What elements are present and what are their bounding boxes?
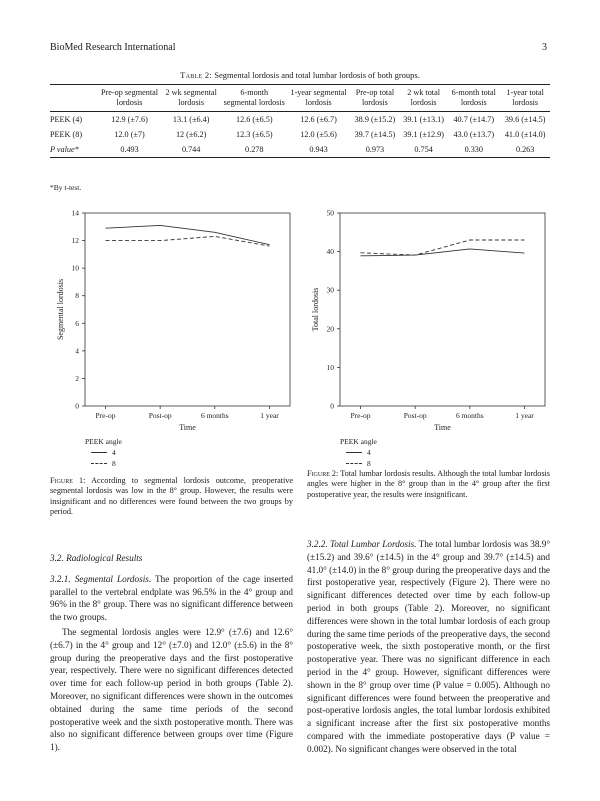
figure-1-caption-text: According to segmental lordosis outcome, preoperative segmental lordosis was low in the 8° group. However, the results were insignificant and no differences were found between the two groups by period.	[50, 476, 293, 517]
table-cell: 0.278	[245, 145, 264, 154]
x-tick-label: Pre-op	[95, 411, 116, 420]
figure-2-label: Figure 2:	[307, 469, 339, 478]
table-cell: 39.6 (±14.5)	[504, 115, 546, 124]
y-axis-label: Segmental lordosis	[56, 278, 65, 341]
left-text-column	[50, 552, 293, 756]
figure-1-chart	[50, 205, 300, 435]
y-tick-label: 12	[71, 236, 79, 246]
table-row	[50, 112, 550, 128]
y-tick-label: 4	[75, 346, 79, 356]
column-header: 2 wk total lordosis	[407, 88, 440, 107]
column-header: 1-year segmental lordosis	[290, 88, 347, 107]
column-header: 2 wk segmental lordosis	[165, 88, 217, 107]
paragraph	[50, 573, 293, 624]
page-number: 3	[542, 42, 547, 53]
table-cell: 13.1 (±6.4)	[172, 115, 210, 124]
table-cell: 12.0 (±5.6)	[300, 130, 337, 139]
table-cell: 38.9 (±15.2)	[354, 115, 396, 124]
running-head: BioMed Research International	[50, 42, 176, 53]
y-tick-label: 30	[326, 285, 334, 295]
x-tick-label: 1 year	[260, 411, 279, 420]
column-header	[50, 85, 98, 112]
legend-item-8	[340, 458, 377, 469]
y-tick-label: 0	[330, 401, 334, 411]
x-tick-label: Pre-op	[350, 411, 371, 420]
table-cell: 12.6 (±6.7)	[300, 115, 337, 124]
plot-frame	[340, 213, 545, 406]
table-cell: 0.744	[181, 145, 201, 154]
column-header: 1-year total lordosis	[506, 88, 544, 107]
paragraph	[307, 538, 550, 756]
table-caption-label: Table 2:	[180, 70, 213, 80]
y-tick-label: 14	[71, 208, 79, 218]
segmental-lordosis-line-chart	[50, 205, 300, 435]
column-header: Pre-op total lordosis	[355, 88, 395, 107]
x-tick-label: 6 months	[200, 411, 229, 420]
table-cell: 12.6 (±6.5)	[235, 115, 273, 124]
table-cell: 43.0 (±13.7)	[453, 130, 495, 139]
x-tick-label: Post-op	[403, 411, 427, 420]
legend-title: PEEK angle	[85, 437, 122, 446]
figure-1-caption	[50, 476, 293, 518]
figure-2-chart	[305, 205, 550, 435]
paragraph: The segmental lordosis angles were 12.9° (±7.6) and 12.6° (±6.7) in the 4° group and 12° (±7.0) and 12.0° (±5.6) in the 8° group during the preoperative days and the first postoperative year, respectively. There were no significant differences detected over time for each follow-up period in both groups (Table 2). Moreover, no significant differences were shown in the outcomes obtained during the same time periods of the second postoperative week and the sixth postoperative month. There was also no significant difference between groups over time (Figure 1).	[50, 626, 293, 753]
subsection-heading: 3.2.1. Segmental Lordosis.	[50, 573, 152, 584]
figure-2-caption	[307, 469, 550, 500]
table-cell: 40.7 (±14.7)	[453, 115, 495, 124]
table-cell: 0.493	[120, 145, 139, 154]
table-row	[50, 142, 550, 158]
table-cell: 0.263	[515, 145, 535, 154]
figure-2-legend	[340, 436, 377, 469]
series-line-4	[361, 249, 525, 256]
table-cell: P value*	[50, 145, 79, 154]
y-tick-label: 40	[326, 247, 334, 257]
y-tick-label: 20	[326, 324, 334, 334]
legend-swatch-dashed	[346, 463, 362, 464]
table-cell: PEEK (8)	[50, 130, 83, 139]
right-text-column	[307, 538, 550, 758]
table-caption-text: Segmental lordosis and total lumbar lordosis of both groups.	[214, 70, 420, 80]
section-heading: 3.2. Radiological Results	[50, 553, 143, 563]
y-tick-label: 2	[75, 373, 79, 383]
legend-swatch-solid	[346, 452, 362, 453]
column-header: Pre-op segmental lordosis	[100, 88, 159, 107]
figure-1-label: Figure 1:	[50, 476, 86, 485]
series-line-8	[361, 240, 525, 255]
table-cell: 39.1 (±12.9)	[403, 130, 444, 139]
table-cell: 12.9 (±7.6)	[111, 115, 148, 124]
table-cell: PEEK (4)	[50, 115, 83, 124]
column-header: 6-month total lordosis	[451, 88, 496, 107]
y-tick-label: 8	[75, 291, 79, 301]
legend-label: 8	[112, 459, 116, 468]
table-cell: 0.754	[414, 145, 433, 154]
legend-item-4	[340, 447, 377, 458]
legend-item-4	[85, 447, 122, 458]
table-cell: 41.0 (±14.0)	[504, 130, 546, 139]
table-caption	[0, 70, 600, 80]
table-cell: 12 (±6.2)	[175, 130, 207, 139]
table-cell: 12.0 (±7)	[114, 130, 145, 139]
y-tick-label: 10	[71, 263, 79, 273]
x-axis-label: Time	[179, 423, 196, 432]
table-footnote: *By t-test.	[50, 183, 82, 192]
x-tick-label: 1 year	[515, 411, 534, 420]
y-tick-label: 6	[75, 318, 79, 328]
legend-swatch-dashed	[91, 463, 107, 464]
table-cell: 0.973	[365, 145, 385, 154]
table-cell: 0.330	[464, 145, 483, 154]
figure-2-caption-text: Total lumbar lordosis results. Although the total lumbar lordosis angles were higher in the 8° group than in the 4° group after the first postoperative year, the results were insignificant.	[307, 469, 550, 499]
table-cell: 39.1 (±13.1)	[403, 115, 444, 124]
series-line-8	[106, 236, 270, 246]
legend-label: 4	[112, 448, 116, 457]
x-axis-label: Time	[434, 423, 451, 432]
paragraph-text: The total lumbar lordosis was 38.9° (±15.2) and 39.6° (±14.5) in the 4° group and 39.7° (±14.5) and 41.0° (±14.0) in the 8° group during the preoperative days and the first postoperative year, respectively (Figure 2). There were no significant differences detected over time by each follow-up period in both groups (Table 2). Moreover, no significant differences were shown in the total lumbar lordosis of each group during the same time periods of the preoperative days, the second postoperative week, the sixth postoperative month, or the first postoperative year. There was no significant difference in each period in the 4° group. However, significant differences were shown in the 8° group over time (P value = 0.005). Although no significant differences were found between the preoperative and post-operative lordosis angles, the total lumbar lordosis exhibited a significant increase after the first six postoperative months compared with the immediate postoperative days (P value = 0.002). No significant changes were observed in the total	[307, 539, 550, 754]
table-header-row	[50, 85, 550, 112]
y-tick-label: 50	[326, 208, 334, 218]
y-tick-label: 10	[326, 362, 334, 372]
legend-label: 8	[367, 459, 371, 468]
x-tick-label: Post-op	[148, 411, 172, 420]
table-cell: 39.7 (±14.5)	[354, 130, 396, 139]
legend-item-8	[85, 458, 122, 469]
y-axis-label: Total lordosis	[311, 287, 320, 332]
y-tick-label: 0	[75, 401, 79, 411]
legend-label: 4	[367, 448, 371, 457]
legend-title: PEEK angle	[340, 437, 377, 446]
paragraph-text: The proportion of the cage inserted parallel to the vertebral endplate was 96.5% in the 4° group and 96% in the 8° group. There was no significant difference between the two groups.	[50, 573, 293, 623]
column-header: 6-month segmental lordosis	[223, 88, 285, 107]
legend-swatch-solid	[91, 452, 107, 453]
table-cell: 0.943	[309, 145, 328, 154]
results-table	[50, 84, 550, 158]
subsection-heading: 3.2.2. Total Lumbar Lordosis.	[307, 539, 417, 549]
x-tick-label: 6 months	[455, 411, 484, 420]
total-lordosis-line-chart	[305, 205, 550, 435]
figure-1-legend	[85, 436, 122, 469]
table-cell: 12.3 (±6.5)	[235, 130, 273, 139]
table-row	[50, 127, 550, 142]
